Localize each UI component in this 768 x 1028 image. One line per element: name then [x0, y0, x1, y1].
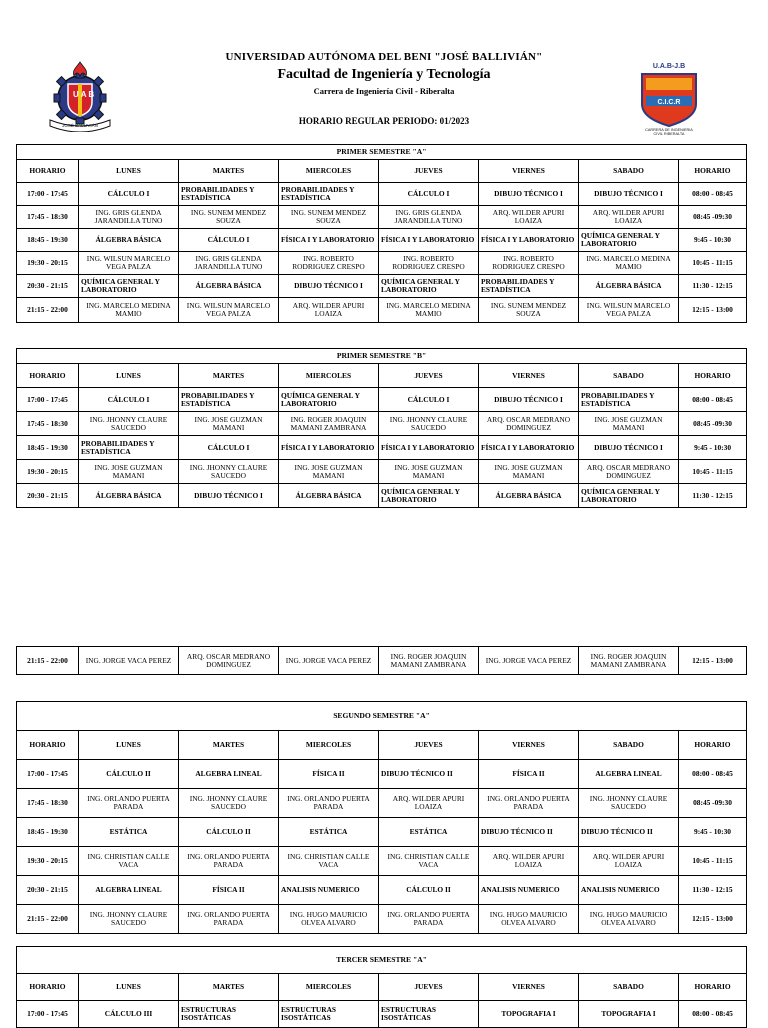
cell-monday: ING. JHONNY CLAURE SAUCEDO [79, 412, 179, 436]
cell-friday: ARQ. OSCAR MEDRANO DOMINGUEZ [479, 412, 579, 436]
schedule-table [16, 701, 747, 934]
cell-time-end: 08:45 -09:30 [679, 206, 747, 229]
cell-time-start: 17:00 - 17:45 [17, 183, 79, 206]
cell-time-end: 11:30 - 12:15 [679, 876, 747, 905]
cell-time-start: 21:15 - 22:00 [17, 298, 79, 323]
cell-thursday: CÁLCULO II [379, 876, 479, 905]
schedule-table [16, 946, 747, 1028]
cell-wednesday: ARQ. WILDER APURI LOAIZA [279, 298, 379, 323]
cell-thursday: ESTRUCTURAS ISOSTÁTICAS [379, 1001, 479, 1028]
cell-time-end: 12:15 - 13:00 [679, 647, 747, 675]
cell-thursday: ESTÁTICA [379, 818, 479, 847]
cell-tuesday: ARQ. OSCAR MEDRANO DOMINGUEZ [179, 647, 279, 675]
cell-friday: ING. SUNEM MENDEZ SOUZA [479, 298, 579, 323]
cell-time-start: 17:45 - 18:30 [17, 206, 79, 229]
table-header-row [17, 364, 747, 388]
column-header-thursday: JUEVES [379, 160, 479, 183]
cell-friday: FÍSICA I Y LABORATORIO [479, 229, 579, 252]
cell-saturday: ING. JHONNY CLAURE SAUCEDO [579, 789, 679, 818]
logo-bottom-text-2: CIVIL RIBERALTA [653, 132, 685, 136]
cell-thursday: ING. ROGER JOAQUIN MAMANI ZAMBRANA [379, 647, 479, 675]
cell-wednesday: ÁLGEBRA BÁSICA [279, 484, 379, 508]
table-row [17, 905, 747, 934]
table-row [17, 647, 747, 675]
schedule-table [16, 144, 747, 323]
cell-thursday: FÍSICA I Y LABORATORIO [379, 229, 479, 252]
cell-wednesday: ING. CHRISTIAN CALLE VACA [279, 847, 379, 876]
column-header-friday: VIERNES [479, 160, 579, 183]
column-header-saturday: SABADO [579, 364, 679, 388]
cell-time-end: 11:30 - 12:15 [679, 275, 747, 298]
cell-thursday: ING. MARCELO MEDINA MAMIO [379, 298, 479, 323]
schedule-table [16, 646, 747, 675]
column-header-wednesday: MIERCOLES [279, 731, 379, 760]
cell-time-start: 17:00 - 17:45 [17, 388, 79, 412]
cell-time-start: 17:45 - 18:30 [17, 789, 79, 818]
cell-saturday: DIBUJO TÉCNICO II [579, 818, 679, 847]
column-header-tuesday: MARTES [179, 160, 279, 183]
cell-monday: ÁLGEBRA BÁSICA [79, 229, 179, 252]
cell-monday: ING. JOSE GUZMAN MAMANI [79, 460, 179, 484]
cell-time-end: 08:00 - 08:45 [679, 1001, 747, 1028]
column-header-time-start: HORARIO [17, 160, 79, 183]
cell-tuesday: PROBABILIDADES Y ESTADÍSTICA [179, 183, 279, 206]
cell-wednesday: ANALISIS NUMERICO [279, 876, 379, 905]
table-row [17, 275, 747, 298]
column-header-wednesday: MIERCOLES [279, 974, 379, 1001]
table-row [17, 484, 747, 508]
cell-saturday: ALGEBRA LINEAL [579, 760, 679, 789]
cell-tuesday: ING. GRIS GLENDA JARANDILLA TUNO [179, 252, 279, 275]
cell-tuesday: PROBABILIDADES Y ESTADÍSTICA [179, 388, 279, 412]
cell-saturday: PROBABILIDADES Y ESTADÍSTICA [579, 388, 679, 412]
cicr-logo-icon [632, 60, 706, 136]
cell-tuesday: ESTRUCTURAS ISOSTÁTICAS [179, 1001, 279, 1028]
cell-time-start: 18:45 - 19:30 [17, 436, 79, 460]
cell-time-start: 20:30 - 21:15 [17, 484, 79, 508]
cell-tuesday: ING. JOSE GUZMAN MAMANI [179, 412, 279, 436]
cell-wednesday: ING. ROBERTO RODRIGUEZ CRESPO [279, 252, 379, 275]
cell-tuesday: ING. JHONNY CLAURE SAUCEDO [179, 460, 279, 484]
cell-wednesday: ING. ROGER JOAQUIN MAMANI ZAMBRANA [279, 412, 379, 436]
cell-wednesday: FÍSICA I Y LABORATORIO [279, 229, 379, 252]
column-header-monday: LUNES [79, 974, 179, 1001]
cell-time-start: 20:30 - 21:15 [17, 876, 79, 905]
cell-friday: ÁLGEBRA BÁSICA [479, 484, 579, 508]
table-row [17, 412, 747, 436]
column-header-thursday: JUEVES [379, 974, 479, 1001]
column-header-monday: LUNES [79, 160, 179, 183]
table-title: PRIMER SEMESTRE "A" [17, 145, 747, 160]
column-header-friday: VIERNES [479, 974, 579, 1001]
column-header-tuesday: MARTES [179, 974, 279, 1001]
cell-time-end: 10:45 - 11:15 [679, 252, 747, 275]
table-row [17, 789, 747, 818]
cell-tuesday: ING. WILSUN MARCELO VEGA PALZA [179, 298, 279, 323]
cell-monday: CÁLCULO I [79, 388, 179, 412]
column-header-friday: VIERNES [479, 364, 579, 388]
cell-tuesday: ING. ORLANDO PUERTA PARADA [179, 847, 279, 876]
cell-thursday: FÍSICA I Y LABORATORIO [379, 436, 479, 460]
cell-tuesday: ING. ORLANDO PUERTA PARADA [179, 905, 279, 934]
cell-saturday: ING. ROGER JOAQUIN MAMANI ZAMBRANA [579, 647, 679, 675]
table-row [17, 183, 747, 206]
cell-time-end: 08:45 -09:30 [679, 789, 747, 818]
cell-saturday: ARQ. WILDER APURI LOAIZA [579, 206, 679, 229]
cell-wednesday: FÍSICA I Y LABORATORIO [279, 436, 379, 460]
cell-friday: FÍSICA I Y LABORATORIO [479, 436, 579, 460]
cell-saturday: ING. MARCELO MEDINA MAMIO [579, 252, 679, 275]
cell-tuesday: CÁLCULO I [179, 229, 279, 252]
column-header-tuesday: MARTES [179, 364, 279, 388]
cell-monday: CÁLCULO III [79, 1001, 179, 1028]
cell-monday: ING. ORLANDO PUERTA PARADA [79, 789, 179, 818]
column-header-wednesday: MIERCOLES [279, 364, 379, 388]
cell-friday: ARQ. WILDER APURI LOAIZA [479, 206, 579, 229]
cell-time-start: 19:30 - 20:15 [17, 252, 79, 275]
cell-tuesday: ÁLGEBRA BÁSICA [179, 275, 279, 298]
cell-saturday: DIBUJO TÉCNICO I [579, 436, 679, 460]
cell-time-start: 19:30 - 20:15 [17, 460, 79, 484]
cell-monday: ING. JORGE VACA PEREZ [79, 647, 179, 675]
cell-tuesday: DIBUJO TÉCNICO I [179, 484, 279, 508]
table-row [17, 436, 747, 460]
cell-thursday: ING. CHRISTIAN CALLE VACA [379, 847, 479, 876]
cell-monday: ING. CHRISTIAN CALLE VACA [79, 847, 179, 876]
cell-wednesday: ESTRUCTURAS ISOSTÁTICAS [279, 1001, 379, 1028]
cell-saturday: ING. HUGO MAURICIO OLVEA ALVARO [579, 905, 679, 934]
cell-tuesday: CÁLCULO I [179, 436, 279, 460]
cell-wednesday: QUÍMICA GENERAL Y LABORATORIO [279, 388, 379, 412]
column-header-time-start: HORARIO [17, 731, 79, 760]
cell-thursday: QUÍMICA GENERAL Y LABORATORIO [379, 484, 479, 508]
table-row [17, 1001, 747, 1028]
cell-time-start: 19:30 - 20:15 [17, 847, 79, 876]
cell-time-end: 12:15 - 13:00 [679, 298, 747, 323]
cell-time-start: 21:15 - 22:00 [17, 905, 79, 934]
cell-monday: ING. GRIS GLENDA JARANDILLA TUNO [79, 206, 179, 229]
cell-saturday: TOPOGRAFIA I [579, 1001, 679, 1028]
table-header-row [17, 974, 747, 1001]
cell-time-start: 18:45 - 19:30 [17, 229, 79, 252]
cell-monday: ÁLGEBRA BÁSICA [79, 484, 179, 508]
column-header-time-end: HORARIO [679, 974, 747, 1001]
cell-thursday: ING. ORLANDO PUERTA PARADA [379, 905, 479, 934]
cell-time-start: 17:00 - 17:45 [17, 760, 79, 789]
cell-time-end: 08:00 - 08:45 [679, 183, 747, 206]
logo-bottom-text-1: CARRERA DE INGENIERIA [645, 128, 693, 132]
table-row [17, 388, 747, 412]
cell-time-end: 12:15 - 13:00 [679, 905, 747, 934]
column-header-monday: LUNES [79, 364, 179, 388]
seal-ribbon-text: JOSÉ BALLIVIÁN [62, 123, 98, 128]
table-title: PRIMER SEMESTRE "B" [17, 349, 747, 364]
cell-wednesday: FÍSICA II [279, 760, 379, 789]
logo-top-text: U.A.B-J.B [652, 63, 686, 70]
column-header-time-end: HORARIO [679, 731, 747, 760]
column-header-saturday: SABADO [579, 160, 679, 183]
career-name: Carrera de Ingeniería Civil - Riberalta [313, 86, 455, 96]
seal-letter-u: U A B [73, 90, 95, 99]
cell-saturday: ING. WILSUN MARCELO VEGA PALZA [579, 298, 679, 323]
table-row [17, 818, 747, 847]
cell-friday: ANALISIS NUMERICO [479, 876, 579, 905]
cell-friday: FÍSICA II [479, 760, 579, 789]
cell-saturday: ARQ. WILDER APURI LOAIZA [579, 847, 679, 876]
cell-friday: DIBUJO TÉCNICO I [479, 183, 579, 206]
cell-time-end: 9:45 - 10:30 [679, 436, 747, 460]
cell-tuesday: FÍSICA II [179, 876, 279, 905]
cell-time-start: 18:45 - 19:30 [17, 818, 79, 847]
table-title: TERCER SEMESTRE "A" [17, 947, 747, 974]
cell-thursday: DIBUJO TÉCNICO II [379, 760, 479, 789]
cell-wednesday: DIBUJO TÉCNICO I [279, 275, 379, 298]
cell-friday: ING. JORGE VACA PEREZ [479, 647, 579, 675]
cell-wednesday: ING. ORLANDO PUERTA PARADA [279, 789, 379, 818]
cell-time-start: 21:15 - 22:00 [17, 647, 79, 675]
table-header-row [17, 160, 747, 183]
cell-tuesday: CÁLCULO II [179, 818, 279, 847]
cell-thursday: ING. JOSE GUZMAN MAMANI [379, 460, 479, 484]
cell-saturday: ÁLGEBRA BÁSICA [579, 275, 679, 298]
column-header-saturday: SABADO [579, 974, 679, 1001]
cell-friday: ING. JOSE GUZMAN MAMANI [479, 460, 579, 484]
column-header-saturday: SABADO [579, 731, 679, 760]
column-header-time-end: HORARIO [679, 364, 747, 388]
column-header-tuesday: MARTES [179, 731, 279, 760]
column-header-monday: LUNES [79, 731, 179, 760]
cell-monday: ING. JHONNY CLAURE SAUCEDO [79, 905, 179, 934]
table-row [17, 847, 747, 876]
column-header-time-start: HORARIO [17, 364, 79, 388]
cell-monday: CÁLCULO II [79, 760, 179, 789]
cell-wednesday: ING. JORGE VACA PEREZ [279, 647, 379, 675]
table-row [17, 460, 747, 484]
table-row [17, 206, 747, 229]
cell-time-end: 9:45 - 10:30 [679, 229, 747, 252]
table-row [17, 298, 747, 323]
column-header-time-end: HORARIO [679, 160, 747, 183]
cell-time-end: 08:00 - 08:45 [679, 388, 747, 412]
cell-friday: ING. ORLANDO PUERTA PARADA [479, 789, 579, 818]
cell-thursday: ING. JHONNY CLAURE SAUCEDO [379, 412, 479, 436]
table-row [17, 229, 747, 252]
column-header-time-start: HORARIO [17, 974, 79, 1001]
cell-thursday: ING. ROBERTO RODRIGUEZ CRESPO [379, 252, 479, 275]
cell-tuesday: ING. JHONNY CLAURE SAUCEDO [179, 789, 279, 818]
table-header-row [17, 731, 747, 760]
logo-mid-text: C.I.C.R [657, 99, 681, 106]
faculty-name: Facultad de Ingeniería y Tecnología [277, 67, 491, 82]
cell-saturday: ING. JOSE GUZMAN MAMANI [579, 412, 679, 436]
cell-saturday: QUÍMICA GENERAL Y LABORATORIO [579, 229, 679, 252]
column-header-thursday: JUEVES [379, 731, 479, 760]
table-row [17, 252, 747, 275]
column-header-wednesday: MIERCOLES [279, 160, 379, 183]
cell-monday: PROBABILIDADES Y ESTADÍSTICA [79, 436, 179, 460]
cell-tuesday: ING. SUNEM MENDEZ SOUZA [179, 206, 279, 229]
university-name: UNIVERSIDAD AUTÓNOMA DEL BENI "JOSÉ BALLIVIÁN" [225, 51, 543, 63]
cell-friday: PROBABILIDADES Y ESTADÍSTICA [479, 275, 579, 298]
column-header-thursday: JUEVES [379, 364, 479, 388]
cell-friday: DIBUJO TÉCNICO II [479, 818, 579, 847]
cell-time-end: 9:45 - 10:30 [679, 818, 747, 847]
table-title: SEGUNDO SEMESTRE "A" [17, 702, 747, 731]
cell-friday: ING. HUGO MAURICIO OLVEA ALVARO [479, 905, 579, 934]
cell-time-end: 10:45 - 11:15 [679, 847, 747, 876]
cell-monday: ING. WILSUN MARCELO VEGA PALZA [79, 252, 179, 275]
cell-time-start: 17:00 - 17:45 [17, 1001, 79, 1028]
cell-monday: ESTÁTICA [79, 818, 179, 847]
schedule-table [16, 348, 747, 508]
cell-wednesday: ESTÁTICA [279, 818, 379, 847]
cell-friday: TOPOGRAFIA I [479, 1001, 579, 1028]
column-header-friday: VIERNES [479, 731, 579, 760]
cell-time-end: 10:45 - 11:15 [679, 460, 747, 484]
cell-wednesday: ING. HUGO MAURICIO OLVEA ALVARO [279, 905, 379, 934]
cell-friday: DIBUJO TÉCNICO I [479, 388, 579, 412]
cell-time-end: 08:45 -09:30 [679, 412, 747, 436]
cell-friday: ING. ROBERTO RODRIGUEZ CRESPO [479, 252, 579, 275]
cell-saturday: ARQ. OSCAR MEDRANO DOMINGUEZ [579, 460, 679, 484]
period-title: HORARIO REGULAR PERIODO: 01/2023 [298, 116, 470, 126]
cell-thursday: ARQ. WILDER APURI LOAIZA [379, 789, 479, 818]
cell-thursday: QUÍMICA GENERAL Y LABORATORIO [379, 275, 479, 298]
cell-wednesday: ING. JOSE GUZMAN MAMANI [279, 460, 379, 484]
cell-time-start: 20:30 - 21:15 [17, 275, 79, 298]
cell-monday: QUÍMICA GENERAL Y LABORATORIO [79, 275, 179, 298]
cell-time-end: 08:00 - 08:45 [679, 760, 747, 789]
document-header [0, 0, 768, 140]
cell-thursday: ING. GRIS GLENDA JARANDILLA TUNO [379, 206, 479, 229]
cell-tuesday: ALGEBRA LINEAL [179, 760, 279, 789]
cell-wednesday: PROBABILIDADES Y ESTADÍSTICA [279, 183, 379, 206]
table-row [17, 760, 747, 789]
cell-monday: CÁLCULO I [79, 183, 179, 206]
cell-thursday: CÁLCULO I [379, 388, 479, 412]
cell-saturday: ANALISIS NUMERICO [579, 876, 679, 905]
cell-friday: ARQ. WILDER APURI LOAIZA [479, 847, 579, 876]
cell-monday: ALGEBRA LINEAL [79, 876, 179, 905]
cell-saturday: DIBUJO TÉCNICO I [579, 183, 679, 206]
cell-time-end: 11:30 - 12:15 [679, 484, 747, 508]
table-row [17, 876, 747, 905]
cell-monday: ING. MARCELO MEDINA MAMIO [79, 298, 179, 323]
cell-wednesday: ING. SUNEM MENDEZ SOUZA [279, 206, 379, 229]
cell-time-start: 17:45 - 18:30 [17, 412, 79, 436]
cell-thursday: CÁLCULO I [379, 183, 479, 206]
cell-saturday: QUÍMICA GENERAL Y LABORATORIO [579, 484, 679, 508]
